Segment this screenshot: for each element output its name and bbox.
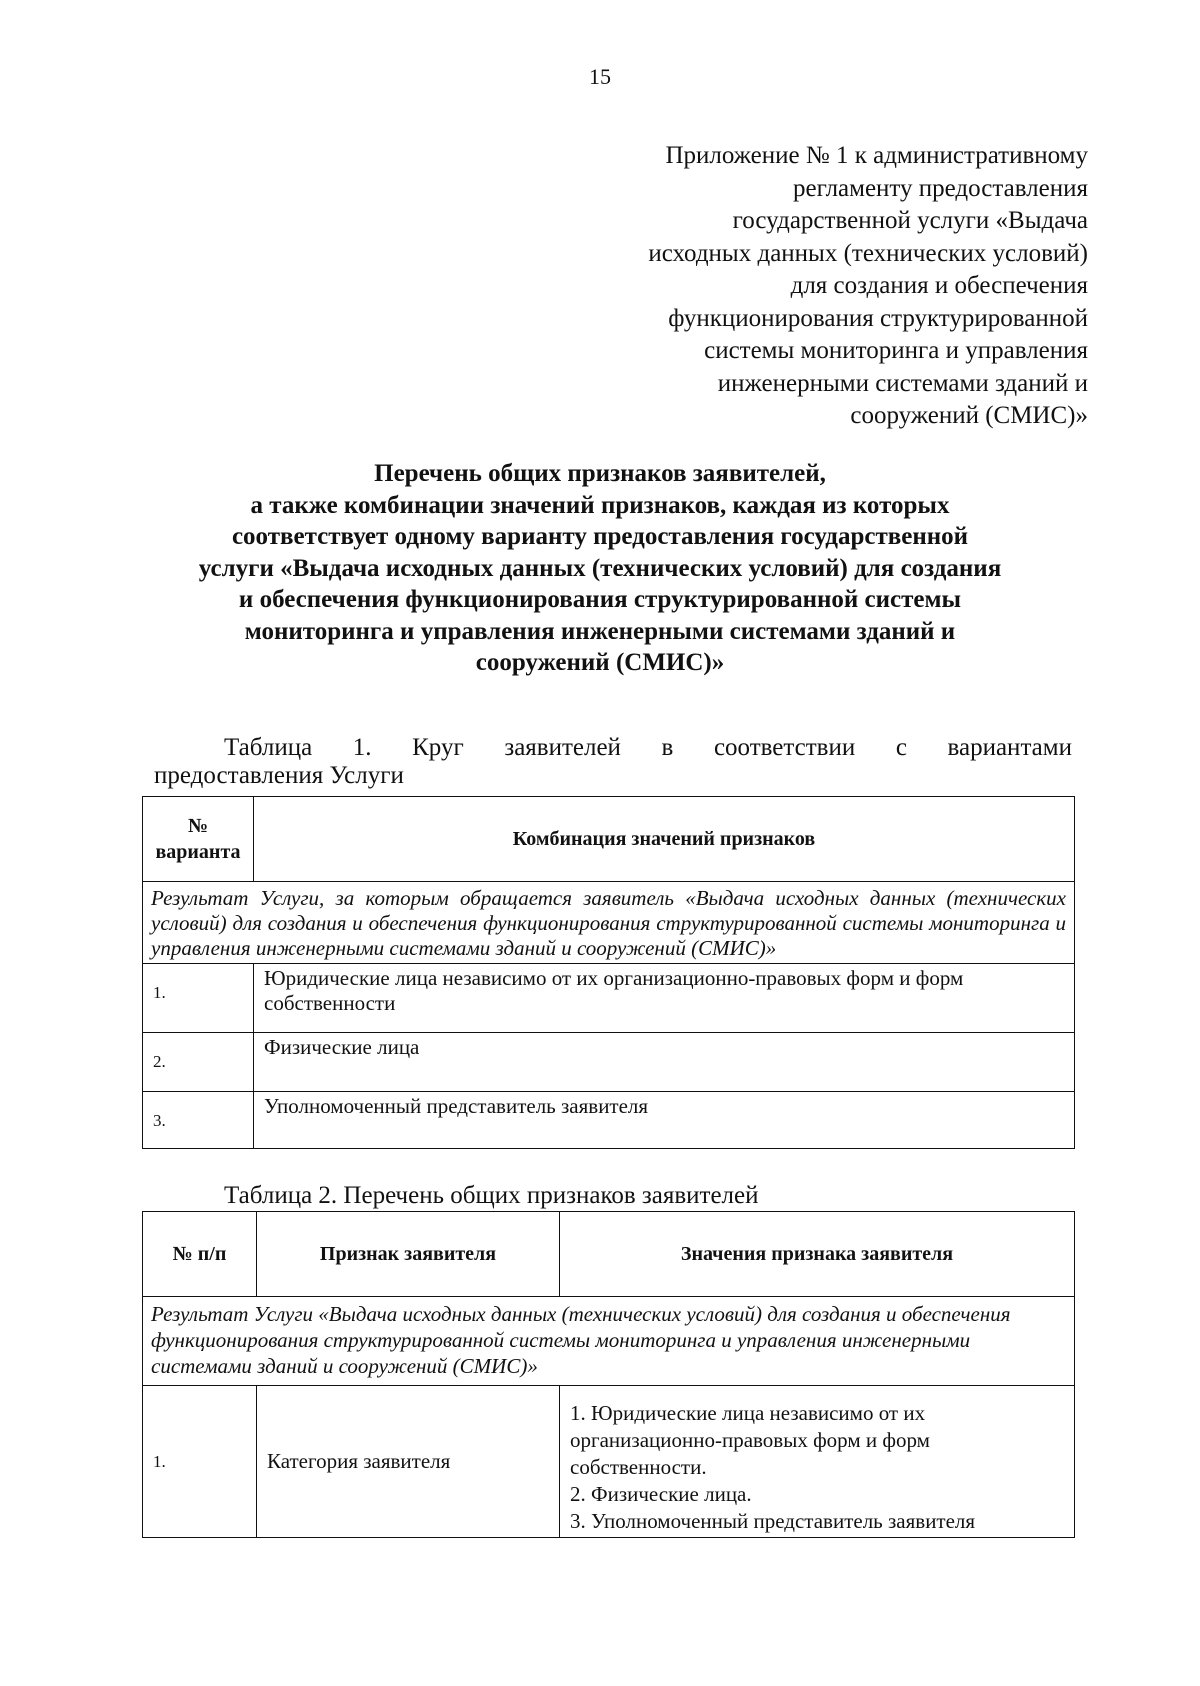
caption-word: Таблица (224, 734, 313, 761)
sign-value: 2. Физические лица. (570, 1482, 752, 1506)
result-row (143, 882, 1075, 964)
annex-line: для создания и обеспечения (790, 272, 1088, 299)
service-result: Результат Услуги «Выдача исходных данных (технических условий) для создания и обеспечения функционирования структурированной системы мониторинга и управления инженерными системами зданий и сооружений (СМИС)» (143, 1297, 1075, 1386)
annex-line: системы мониторинга и управления (704, 337, 1088, 364)
table-variants (142, 796, 1075, 1149)
title-line: сооружений (СМИС)» (475, 649, 725, 676)
row-value: Физические лица (254, 1033, 1075, 1092)
row-sign-values (560, 1386, 1075, 1538)
title-line: а также комбинации значений признаков, каждая из которых (250, 491, 950, 519)
annex-header (568, 140, 1088, 433)
header-sign-values: Значения признака заявителя (560, 1212, 1075, 1297)
title-line: соответствует одному варианту предоставления государственной (231, 523, 969, 550)
title-line: Перечень общих признаков заявителей, (374, 460, 826, 487)
annex-line: государственной услуги «Выдача (732, 207, 1088, 234)
caption-word: 1. (352, 734, 372, 761)
table-row (143, 964, 1075, 1033)
result-row (143, 1297, 1075, 1386)
title-line: мониторинга и управления инженерными системами зданий и (244, 617, 956, 645)
table2-caption: Таблица 2. Перечень общих признаков заявителей (224, 1182, 759, 1209)
header-combination: Комбинация значений признаков (254, 797, 1075, 882)
service-result: Результат Услуги, за которым обращается заявитель «Выдача исходных данных (технических условий) для создания и обеспечения функционирования структурированной системы мониторинга и управления инженерными системами зданий и сооружений (СМИС)» (143, 882, 1075, 964)
row-sign: Категория заявителя (257, 1386, 560, 1538)
header-number: № п/п (143, 1212, 257, 1297)
table-row (143, 1386, 1075, 1538)
caption-word: соответствии (713, 734, 856, 761)
header-variant-number: № варианта (143, 797, 254, 882)
caption-word: вариантами (947, 734, 1072, 761)
caption-line: предоставления Услуги (154, 762, 404, 789)
annex-line: регламенту предоставления (792, 174, 1088, 202)
page-number: 15 (589, 64, 611, 89)
annex-line: исходных данных (технических условий) (648, 239, 1088, 267)
header-sign: Признак заявителя (257, 1212, 560, 1297)
annex-line: Приложение № 1 к административному (665, 142, 1088, 169)
table-applicant-signs (142, 1211, 1075, 1538)
row-value: Юридические лица независимо от их организационно-правовых форм и форм собственности (254, 964, 1075, 1033)
caption-word: с (895, 734, 907, 761)
caption-word: заявителей (504, 734, 621, 761)
table-row (143, 1033, 1075, 1092)
annex-line: сооружений (СМИС)» (850, 402, 1088, 429)
document-title (130, 458, 1070, 679)
row-value: Уполномоченный представитель заявителя (254, 1092, 1075, 1149)
table-header-row (143, 797, 1075, 882)
row-number: 1. (143, 964, 254, 1033)
row-number: 1. (143, 1386, 257, 1538)
title-line: и обеспечения функционирования структурированной системы (238, 586, 962, 613)
caption-word: в (661, 734, 674, 761)
row-number: 2. (143, 1033, 254, 1092)
annex-line: функционирования структурированной (668, 304, 1088, 332)
row-number: 3. (143, 1092, 254, 1149)
sign-value: 1. Юридические лица независимо от их организационно-правовых форм и форм собственности. (570, 1401, 930, 1479)
table-header-row (143, 1212, 1075, 1297)
title-line: услуги «Выдача исходных данных (технических условий) для создания (198, 554, 1002, 582)
table1-caption (154, 734, 1072, 790)
annex-line: инженерными системами зданий и (717, 369, 1088, 397)
sign-value: 3. Уполномоченный представитель заявителя (570, 1509, 976, 1533)
caption-word: Круг (412, 734, 464, 761)
table-row (143, 1092, 1075, 1149)
